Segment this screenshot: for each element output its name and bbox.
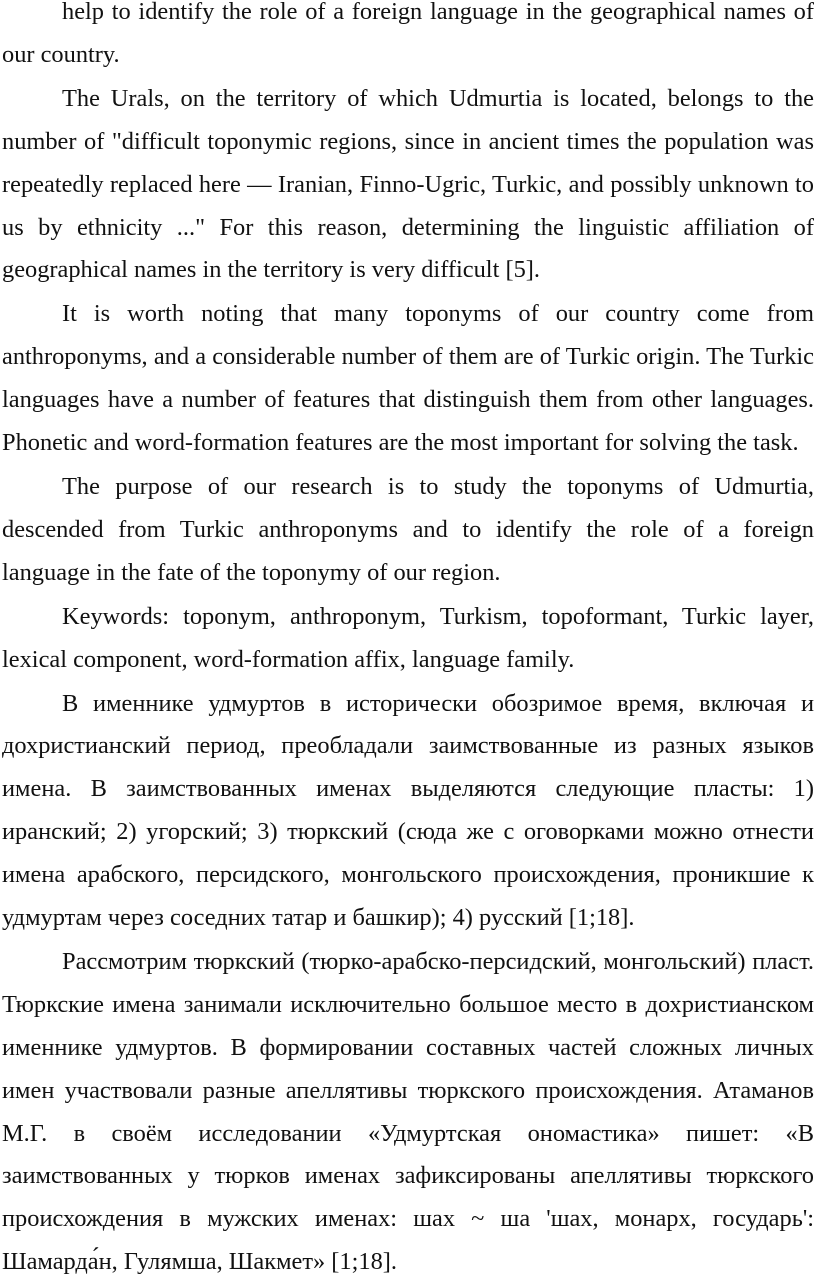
paragraph-continuation: help to identify the role of a foreign language in the geographical names of our country. — [2, 0, 814, 68]
paragraph-udmurt-names: В именнике удмуртов в исторически обозримое время, включая и дохристианский период, преобладали заимствованные из разных языков имена. В заимствованных именах выделяются следующие пласты: 1) иранский; 2) угорский; 3) тюркский (сюда же с оговорками можно отнести имена арабского, персидского, монгольского происхождения, проникшие к удмуртам через соседних татар и башкир); 4) русский [1;18]. — [2, 689, 814, 932]
paragraph-urals: The Urals, on the territory of which Udmurtia is located, belongs to the number of "difficult toponymic regions, since in ancient times the population was repeatedly replaced here — Iranian, Finno-Ugric, Turkic, and possibly unknown to us by ethnicity ..." For this reason, determining the linguistic affiliation of geographical names in the territory is very difficult [5]. — [2, 84, 814, 284]
paragraph-anthroponyms: It is worth noting that many toponyms of our country come from anthroponyms, and a considerable number of them are of Turkic origin. The Turkic languages have a number of features that distinguish them from other languages. Phonetic and word-formation features are the most important for solving the task. — [2, 300, 814, 457]
paragraph-keywords: Keywords: toponym, anthroponym, Turkism, topoformant, Turkic layer, lexical component, word-formation affix, language family. — [2, 602, 814, 673]
paragraph-purpose: The purpose of our research is to study the toponyms of Udmurtia, descended from Turkic anthroponyms and to identify the role of a foreign language in the fate of the toponymy of our region. — [2, 472, 814, 586]
paragraph-turkic-layer: Рассмотрим тюркский (тюрко-арабско-персидский, монгольский) пласт. Тюркские имена занимали исключительно большое место в дохристианском именнике удмуртов. В формировании составных частей сложных личных имен участвовали разные апеллятивы тюркского происхождения. Атаманов М.Г. в своём исследовании «Удмуртская ономастика» пишет: «В заимствованных у тюрков именах зафиксированы апеллятивы тюркского происхождения в мужских именах: шах ~ ша 'шах, монарх, государь': Шамарда́н, Гулямша, Шакмет» [1;18]. — [2, 947, 814, 1276]
